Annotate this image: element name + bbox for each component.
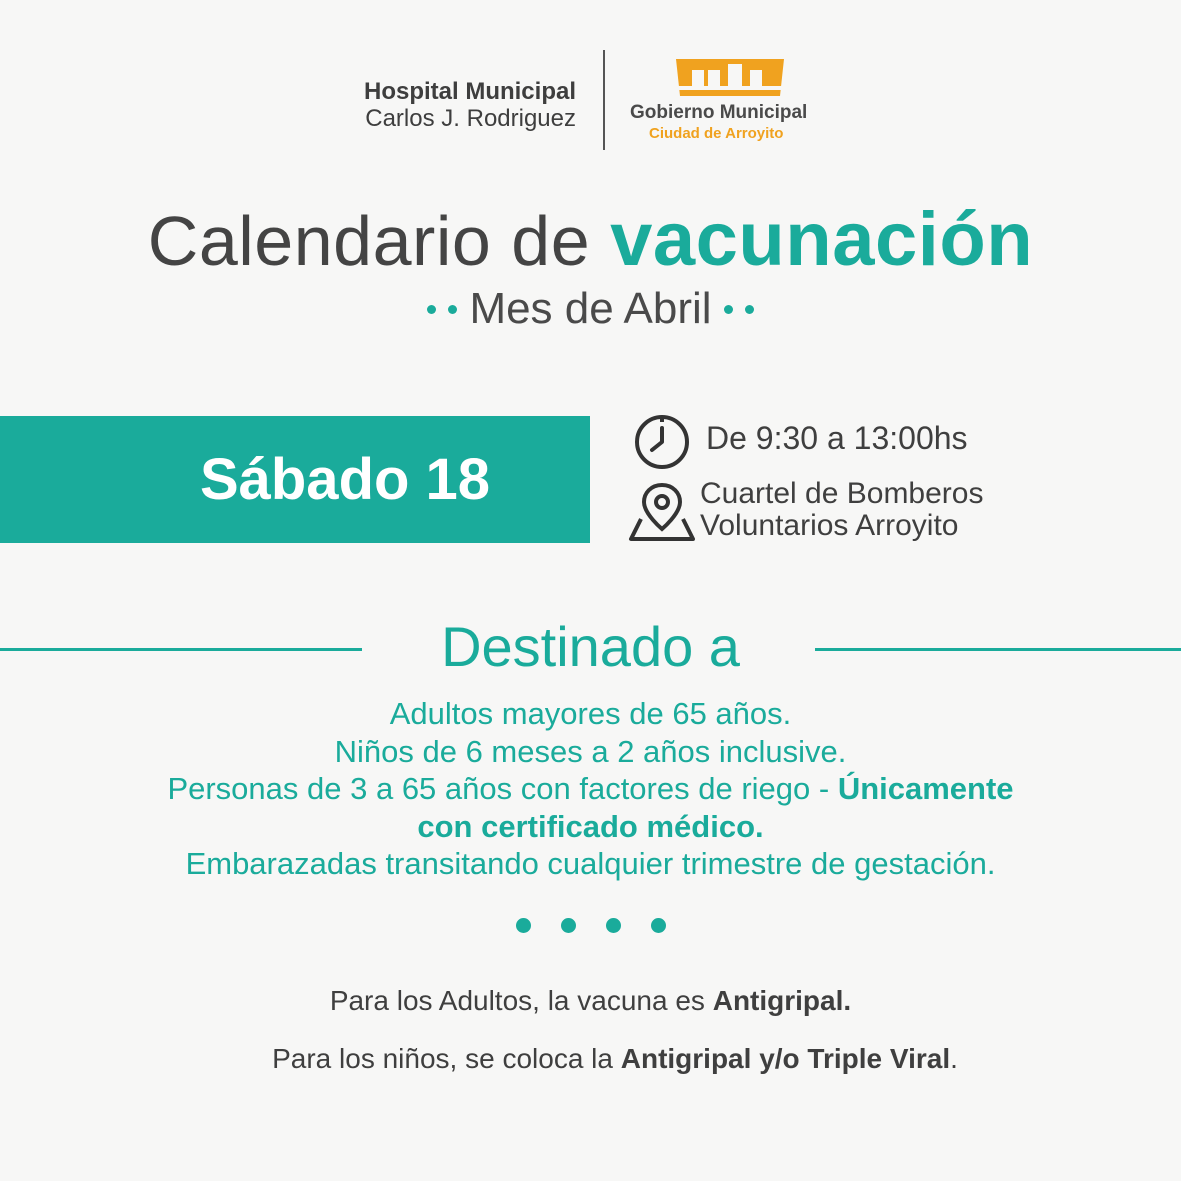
decorative-dot bbox=[745, 305, 754, 314]
decorative-dot bbox=[561, 918, 576, 933]
decorative-dot bbox=[724, 305, 733, 314]
date-label: Sábado 18 bbox=[199, 447, 491, 512]
audience-item-emphasis: Únicamente bbox=[837, 771, 1014, 806]
page-title-part2: vacunación bbox=[610, 197, 1034, 282]
audience-item: Adultos mayores de 65 años. bbox=[389, 696, 792, 731]
event-place-line1: Cuartel de Bomberos bbox=[700, 477, 984, 510]
audience-list bbox=[0, 695, 1181, 883]
clock-icon bbox=[631, 411, 693, 476]
hospital-name bbox=[300, 80, 576, 131]
kids-note-text: Para los niños, se coloca la bbox=[272, 1043, 621, 1074]
kids-vaccine: Antigripal y/o Triple Viral bbox=[620, 1043, 951, 1074]
map-pin-icon bbox=[627, 481, 697, 548]
audience-item: Niños de 6 meses a 2 años inclusive. bbox=[334, 733, 847, 769]
decorative-dot bbox=[516, 918, 531, 933]
decorative-dot bbox=[427, 305, 436, 314]
event-place-line2: Voluntarios Arroyito bbox=[700, 509, 959, 542]
adults-note bbox=[0, 985, 1181, 1017]
audience-item-emphasis: con certificado médico. bbox=[417, 808, 764, 844]
audience-heading: Destinado a bbox=[441, 615, 740, 678]
page-title-part1: Calendario de bbox=[147, 202, 611, 280]
decorative-dot bbox=[651, 918, 666, 933]
kids-note bbox=[0, 1043, 1181, 1075]
hospital-name-line2: Carlos J. Rodriguez bbox=[365, 105, 576, 132]
adults-vaccine: Antigripal. bbox=[712, 985, 852, 1016]
decorative-dot bbox=[606, 918, 621, 933]
adults-note-text: Para los Adultos, la vacuna es bbox=[329, 985, 713, 1016]
kids-note-suffix: . bbox=[950, 1043, 958, 1074]
government-title: Gobierno Municipal bbox=[630, 102, 808, 123]
hospital-name-line1: Hospital Municipal bbox=[363, 78, 576, 105]
building-logo-icon bbox=[630, 56, 830, 100]
government-subtitle: Ciudad de Arroyito bbox=[649, 125, 784, 142]
header-divider bbox=[603, 50, 605, 150]
event-place bbox=[700, 478, 983, 542]
event-time: De 9:30 a 13:00hs bbox=[706, 420, 968, 456]
audience-item bbox=[0, 770, 1181, 808]
audience-item-text: Personas de 3 a 65 años con factores de riego - bbox=[167, 771, 838, 806]
month-label: Mes de Abril bbox=[469, 284, 712, 333]
page-title bbox=[0, 196, 1181, 283]
government-logo bbox=[630, 56, 850, 142]
month-subtitle bbox=[0, 284, 1181, 334]
decorative-dots bbox=[0, 917, 1181, 935]
audience-item: Embarazadas transitando cualquier trimestre de gestación. bbox=[185, 846, 996, 881]
decorative-dot bbox=[448, 305, 457, 314]
